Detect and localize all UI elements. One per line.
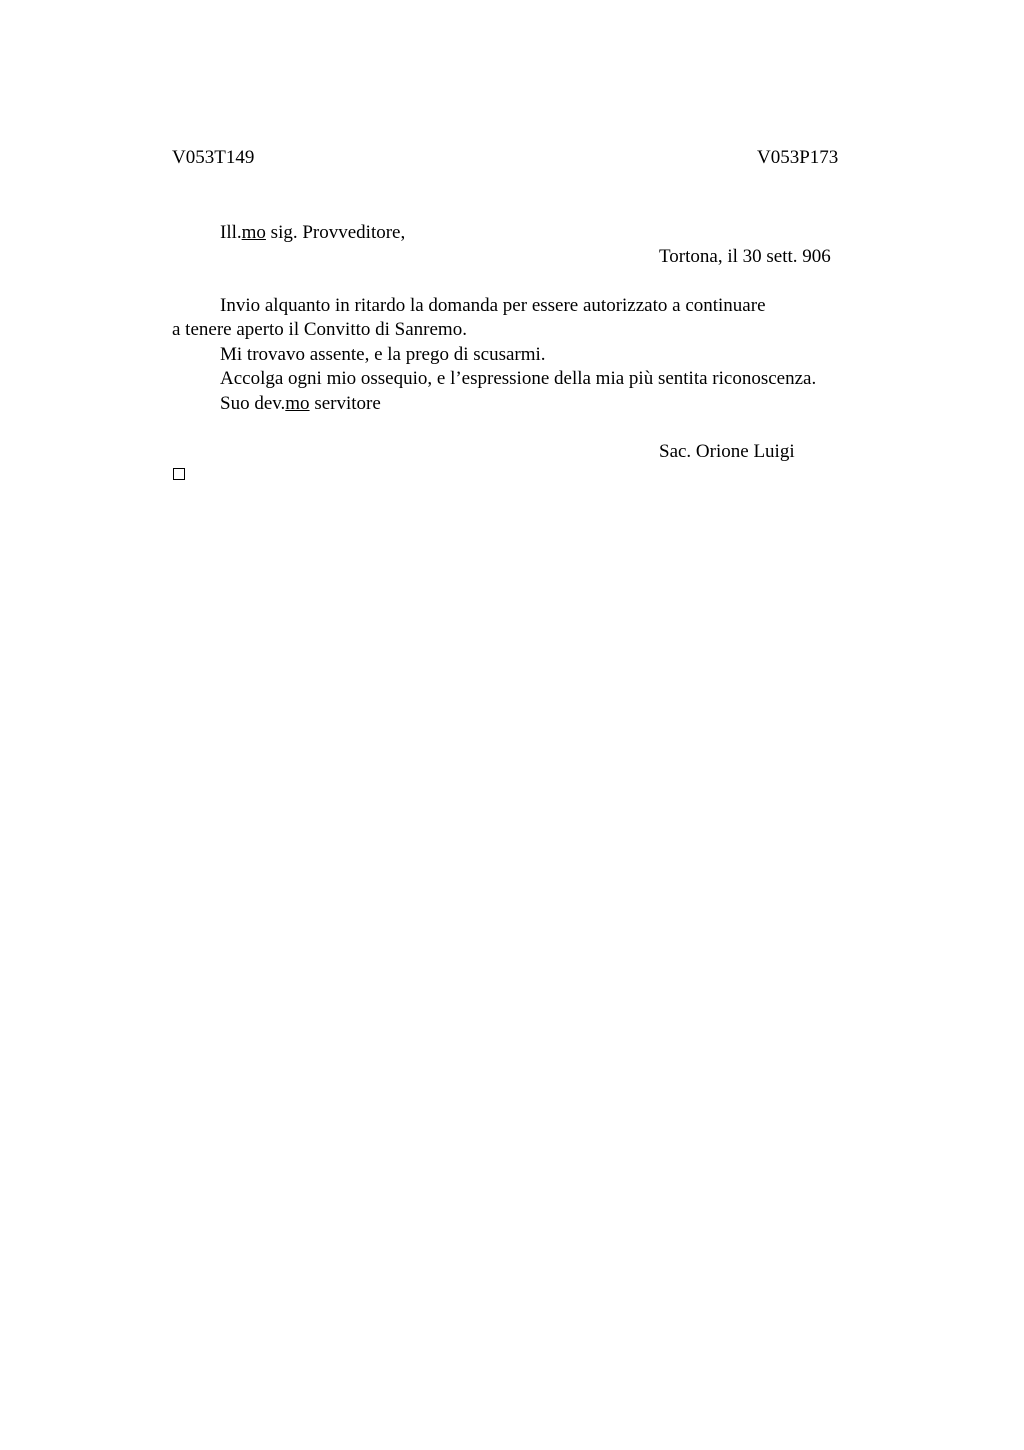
signature: Sac. Orione Luigi xyxy=(659,441,795,462)
right-reference-code: V053P173 xyxy=(757,147,839,168)
body-line-2: a tenere aperto il Convitto di Sanremo. xyxy=(172,319,467,340)
closing-abbrev: mo xyxy=(285,393,310,414)
salutation-prefix: Ill. xyxy=(220,222,242,243)
body-line-1: Invio alquanto in ritardo la domanda per essere autorizzato a continuare xyxy=(220,295,766,316)
salutation xyxy=(220,221,405,245)
body-line-4: Accolga ogni mio ossequio, e l’espressione della mia più sentita riconoscenza. xyxy=(220,368,817,389)
salutation-rest: sig. Provveditore, xyxy=(265,222,406,243)
closing-rest: servitore xyxy=(309,393,381,414)
closing-prefix: Suo dev. xyxy=(220,393,286,414)
salutation-abbrev: mo xyxy=(241,222,266,243)
place-date: Tortona, il 30 sett. 906 xyxy=(659,246,831,267)
body-line-3: Mi trovavo assente, e la prego di scusarmi. xyxy=(220,344,546,365)
closing xyxy=(220,392,381,416)
left-reference-code: V053T149 xyxy=(172,147,255,168)
end-of-document-box-icon xyxy=(173,468,185,480)
